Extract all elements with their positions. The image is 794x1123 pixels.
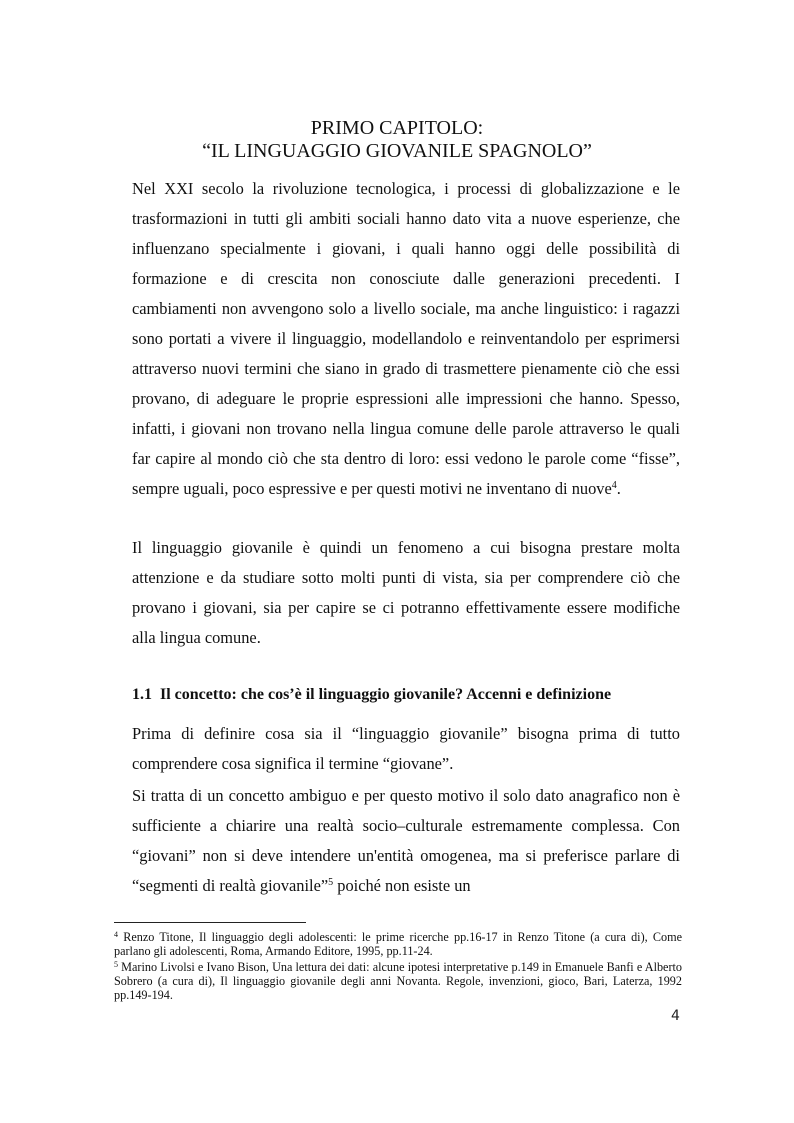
section-title: Il concetto: che cos’è il linguaggio giovanile? Accenni e definizione bbox=[160, 686, 612, 703]
paragraph-definition: Prima di definire cosa sia il “linguaggio giovanile” bisogna prima di tutto comprendere cosa significa il termine “giovane”. bbox=[132, 724, 680, 773]
footnote-5-text: Marino Livolsi e Ivano Bison, Una lettura dei dati: alcune ipotesi interpretative p.149 in Emanuele Banfi e Alberto Sobrero (a cura di), Il linguaggio giovanile degli anni Novanta. Regole, invenzioni, gioco, Bari, Laterza, 1992 pp.149-194. bbox=[114, 960, 682, 1002]
paragraph-attention: Il linguaggio giovanile è quindi un fenomeno a cui bisogna prestare molta attenzione e da studiare sotto molti punti di vista, sia per comprendere ciò che provano i giovani, sia per capire se ci potranno effettivamente essere modifiche alla lingua comune. bbox=[132, 538, 680, 647]
footnote-marker-4: 4 bbox=[114, 930, 118, 939]
footnote-4-text: Renzo Titone, Il linguaggio degli adolescenti: le prime ricerche pp.16-17 in Renzo Titone (a cura di), Come parlano gli adolescenti, Roma, Armando Editore, 1995, pp.11-24. bbox=[114, 930, 682, 958]
footnote-ref-5[interactable]: 5 bbox=[328, 877, 334, 888]
chapter-title-line1: PRIMO CAPITOLO: bbox=[310, 117, 484, 139]
footnote-ref-4[interactable]: 4 bbox=[611, 480, 617, 491]
section-heading bbox=[132, 686, 611, 704]
footnote-4 bbox=[114, 930, 682, 958]
chapter-title-line2: “IL LINGUAGGIO GIOVANILE SPAGNOLO” bbox=[202, 140, 592, 162]
paragraph-intro bbox=[132, 174, 680, 504]
footnote-5 bbox=[114, 960, 682, 1002]
paragraph-concept-text: Si tratta di un concetto ambiguo e per questo motivo il solo dato anagrafico non è sufficiente a chiarire una realtà socio–culturale estremamente complessa. Con “giovani” non si deve intendere un'entità omogenea, ma si preferisce parlare di “segmenti di realtà giovanile” bbox=[132, 786, 680, 895]
footnote-marker-5: 5 bbox=[114, 960, 118, 969]
paragraph-concept bbox=[132, 781, 680, 901]
section-number: 1.1 bbox=[132, 686, 152, 703]
page-number: 4 bbox=[671, 1008, 680, 1024]
paragraph-intro-end: . bbox=[616, 479, 621, 498]
footnote-divider bbox=[114, 922, 306, 923]
paragraph-concept-end: poiché non esiste un bbox=[333, 876, 471, 895]
paragraph-intro-text: Nel XXI secolo la rivoluzione tecnologica, i processi di globalizzazione e le trasformazioni in tutti gli ambiti sociali hanno dato vita a nuove esperienze, che influenzano specialmente i giovani, i quali hanno oggi delle possibilità di formazione e di crescita non conosciute dalle generazioni precedenti. I cambiamenti non avvengono solo a livello sociale, ma anche linguistico: i ragazzi sono portati a vivere il linguaggio, modellandolo e reinventandolo per esprimersi attraverso nuovi termini che siano in grado di trasmettere pienamente ciò che essi provano, di adeguare le proprie espressioni alle impressioni che hanno. Spesso, infatti, i giovani non trovano nella lingua comune delle parole attraverso le quali far capire al mondo ciò che sta dentro di loro: essi vedono le parole come “fisse”, sempre uguali, poco espressive e per questi motivi ne inventano di nuove bbox=[132, 179, 680, 498]
